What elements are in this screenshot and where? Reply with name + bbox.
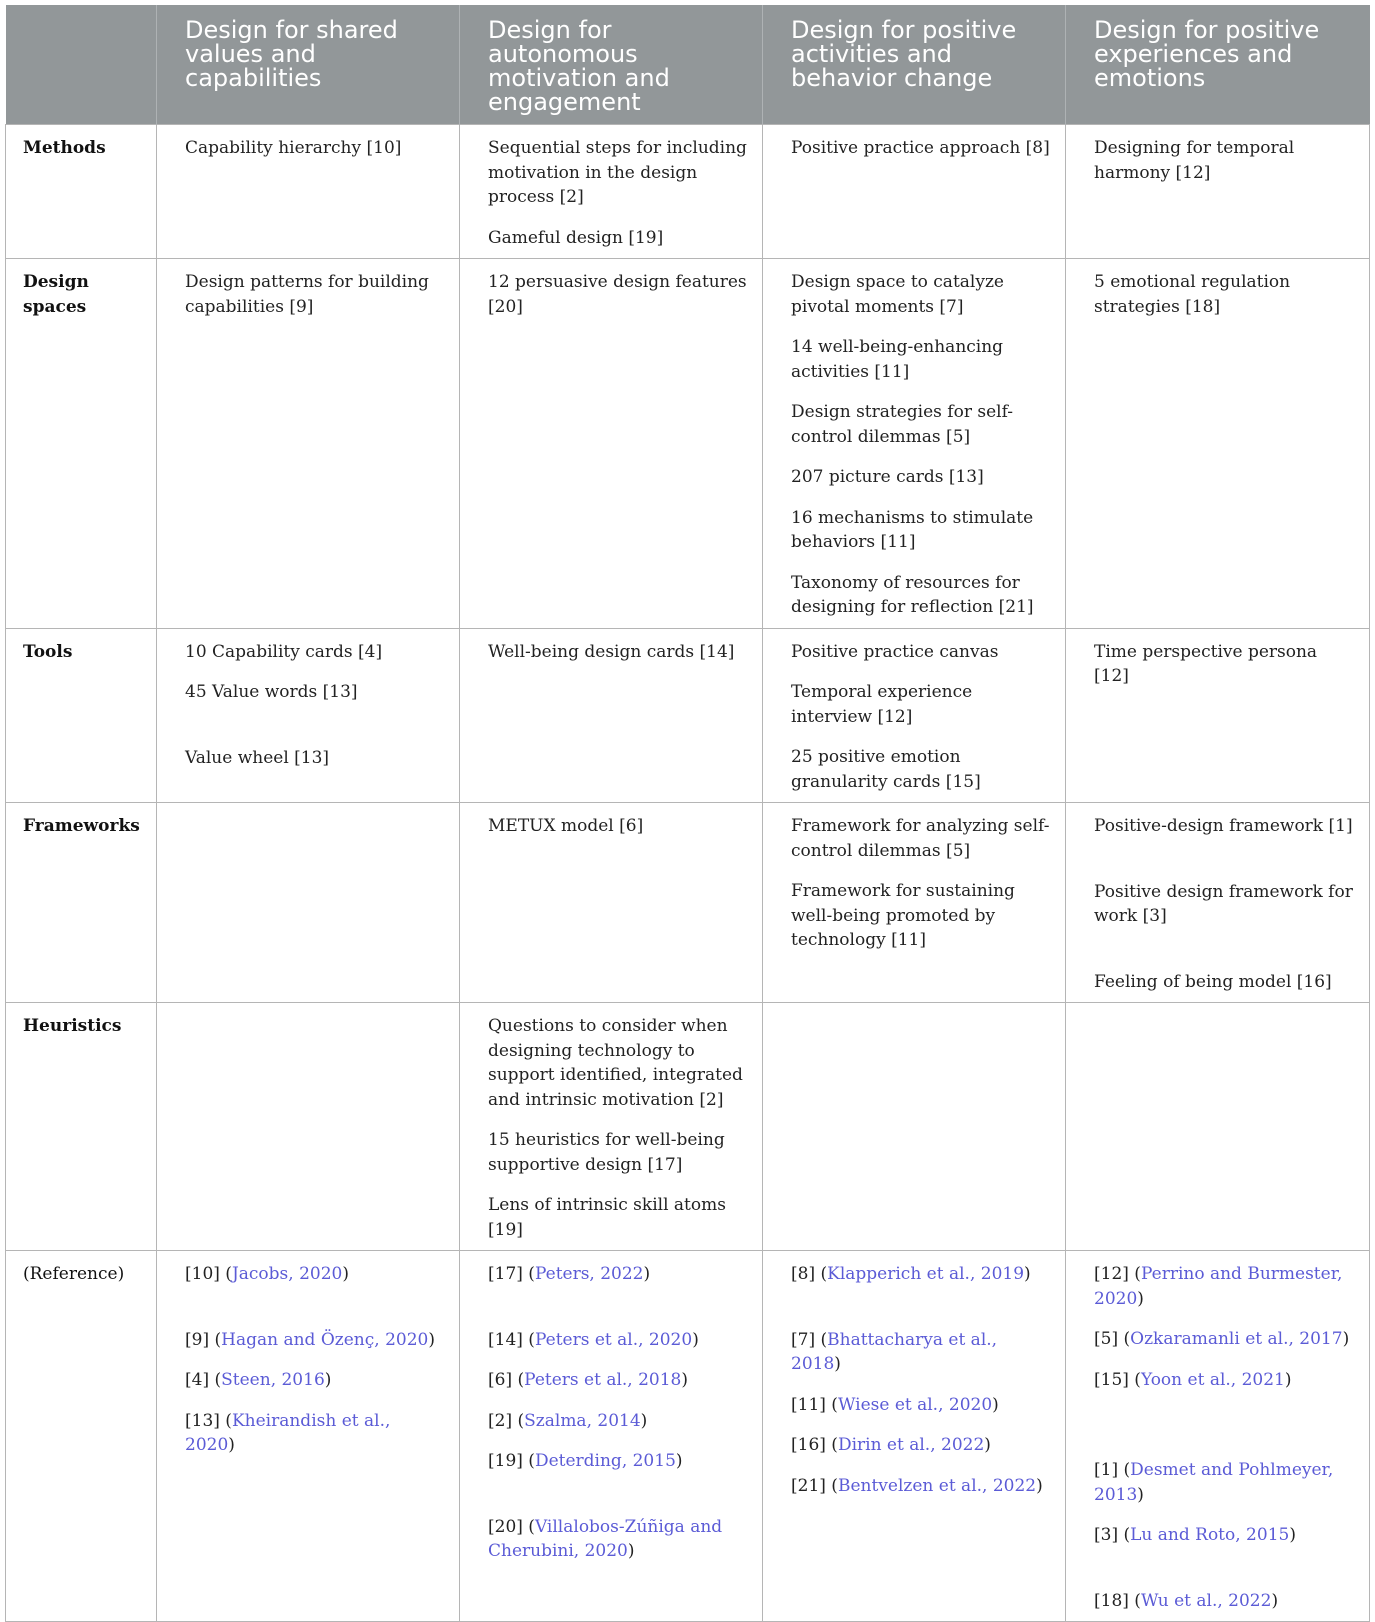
citation-link[interactable]: Steen, 2016: [221, 1370, 325, 1390]
citation-link[interactable]: Bhattacharya et al., 2018: [791, 1329, 998, 1374]
row-heuristics: [6, 1003, 1370, 1251]
row-frameworks: [6, 803, 1370, 1003]
row-tools: [6, 628, 1370, 803]
cell-item: Well-being design cards [14]: [488, 641, 735, 662]
header-corner: [6, 5, 157, 125]
header-row: [6, 5, 1370, 125]
cell-item: 25 positive emotion granularity cards [15]: [791, 747, 981, 792]
citation-link[interactable]: Deterding, 2015: [534, 1451, 676, 1471]
methods-autonomous-motivation: [460, 125, 763, 259]
cell-item: 207 picture cards [13]: [791, 467, 984, 487]
cell-item: Taxonomy of resources for designing for reflection [21]: [791, 572, 1034, 617]
reference-autonomous-motivation: [460, 1251, 763, 1622]
cell-item: 5 emotional regulation strategies [18]: [1094, 272, 1291, 317]
cell-item: Sequential steps for including motivation in the design process [2]: [488, 138, 747, 207]
ref-number: [10]: [185, 1264, 220, 1284]
ref-number: [12]: [1094, 1264, 1129, 1284]
ref-number: [4]: [185, 1370, 210, 1390]
citation-link[interactable]: Peters et al., 2020: [534, 1329, 693, 1350]
heuristics-autonomous-motivation: [460, 1003, 763, 1251]
reference-item: [10] (Jacobs, 2020): [185, 1264, 349, 1284]
citation-link[interactable]: Dirin et al., 2022: [837, 1435, 985, 1455]
ref-number: [14]: [488, 1329, 523, 1350]
ref-number: [21]: [791, 1475, 826, 1496]
ref-number: [11]: [791, 1394, 826, 1415]
ref-number: [18]: [1094, 1590, 1129, 1611]
reference-item: [12] (Perrino and Burmester, 2020): [1094, 1264, 1343, 1309]
citation-link[interactable]: Jacobs, 2020: [231, 1264, 343, 1284]
row-methods: [6, 125, 1370, 259]
heuristics-positive-activities: [763, 1003, 1066, 1251]
tools-positive-activities: [763, 628, 1066, 803]
ref-number: [20]: [488, 1516, 523, 1537]
cell-item: Design strategies for self-control dilemmas [5]: [791, 402, 1014, 447]
frameworks-shared-values: [157, 803, 460, 1003]
reference-item: [4] (Steen, 2016): [185, 1370, 332, 1390]
header-positive-activities: Design for positive activities and behavior change: [763, 5, 1066, 125]
methods-positive-activities: [763, 125, 1066, 259]
heuristics-positive-experiences: [1066, 1003, 1370, 1251]
cell-item: Gameful design [19]: [488, 227, 664, 248]
cell-item: METUX model [6]: [488, 816, 644, 836]
reference-item: [3] (Lu and Roto, 2015): [1094, 1525, 1296, 1545]
reference-item: [5] (Ozkaramanli et al., 2017): [1094, 1329, 1350, 1349]
cell-item: 45 Value words [13]: [185, 682, 358, 702]
citation-link[interactable]: Kheirandish et al., 2020: [185, 1410, 391, 1455]
reference-item: [16] (Dirin et al., 2022): [791, 1435, 991, 1455]
cell-item: Positive practice canvas: [791, 641, 999, 662]
ref-number: [3]: [1094, 1525, 1119, 1545]
reference-item: [18] (Wu et al., 2022): [1094, 1590, 1279, 1611]
reference-item: [21] (Bentvelzen et al., 2022): [791, 1475, 1043, 1496]
cell-item: Framework for analyzing self-control dilemmas [5]: [791, 816, 1050, 861]
cell-item: Time perspective persona [12]: [1094, 641, 1318, 686]
row-reference: [6, 1251, 1370, 1622]
ref-number: [5]: [1094, 1329, 1119, 1349]
cell-item: 15 heuristics for well-being supportive design [17]: [488, 1130, 725, 1175]
design-spaces-shared-values: [157, 259, 460, 629]
cell-item: 10 Capability cards [4]: [185, 641, 383, 662]
methods-positive-experiences: [1066, 125, 1370, 259]
citation-link[interactable]: Desmet and Pohlmeyer, 2013: [1094, 1460, 1334, 1505]
row-label-frameworks: Frameworks: [6, 803, 157, 1003]
reference-item: [11] (Wiese et al., 2020): [791, 1394, 999, 1415]
citation-link[interactable]: Peters et al., 2018: [524, 1370, 682, 1390]
row-label-design-spaces: Design spaces: [6, 259, 157, 629]
header-shared-values: Design for shared values and capabilities: [157, 5, 460, 125]
reference-positive-activities: [763, 1251, 1066, 1622]
tools-shared-values: [157, 628, 460, 803]
reference-item: [7] (Bhattacharya et al., 2018): [791, 1329, 998, 1374]
design-spaces-positive-activities: [763, 259, 1066, 629]
cell-item: 16 mechanisms to stimulate behaviors [11]: [791, 507, 1034, 552]
cell-item: Lens of intrinsic skill atoms [19]: [488, 1195, 726, 1240]
cell-item: Positive practice approach [8]: [791, 138, 1050, 158]
reference-shared-values: [157, 1251, 460, 1622]
cell-item: 12 persuasive design features [20]: [488, 272, 747, 317]
cell-item: 14 well-being-enhancing activities [11]: [791, 337, 1004, 382]
header-positive-experiences: Design for positive experiences and emotions: [1066, 5, 1370, 125]
design-spaces-positive-experiences: [1066, 259, 1370, 629]
frameworks-positive-activities: [763, 803, 1066, 1003]
citation-link[interactable]: Ozkaramanli et al., 2017: [1130, 1329, 1343, 1349]
row-label-methods: Methods: [6, 125, 157, 259]
ref-number: [2]: [488, 1410, 513, 1431]
reference-item: [1] (Desmet and Pohlmeyer, 2013): [1094, 1460, 1334, 1505]
ref-number: [1]: [1094, 1460, 1119, 1480]
row-design-spaces: [6, 259, 1370, 629]
ref-number: [9]: [185, 1329, 210, 1350]
citation-link[interactable]: Hagan and Özenç, 2020: [221, 1329, 429, 1350]
reference-item: [15] (Yoon et al., 2021): [1094, 1369, 1292, 1390]
reference-positive-experiences: [1066, 1251, 1370, 1622]
cell-item: Temporal experience interview [12]: [791, 682, 973, 727]
citation-link[interactable]: Szalma, 2014: [524, 1410, 641, 1431]
ref-number: [16]: [791, 1435, 826, 1455]
cell-item: Value wheel [13]: [185, 747, 330, 768]
ref-number: [19]: [488, 1451, 523, 1471]
citation-link[interactable]: Peters, 2022: [534, 1264, 644, 1284]
reference-item: [17] (Peters, 2022): [488, 1264, 651, 1284]
cell-item: Feeling of being model [16]: [1094, 971, 1332, 992]
reference-item: [20] (Villalobos-Zúñiga and Cherubini, 2020): [488, 1516, 723, 1561]
citation-link[interactable]: Perrino and Burmester, 2020: [1094, 1264, 1343, 1309]
row-label-reference: (Reference): [6, 1251, 157, 1622]
cell-item: Framework for sustaining well-being promoted by technology [11]: [791, 881, 1015, 950]
cell-item: Positive-design framework [1]: [1094, 816, 1353, 836]
methods-shared-values: [157, 125, 460, 259]
cell-item: Design patterns for building capabilities [9]: [185, 272, 429, 317]
row-label-heuristics: Heuristics: [6, 1003, 157, 1251]
citation-link[interactable]: Villalobos-Zúñiga and Cherubini, 2020: [488, 1516, 723, 1561]
reference-item: [14] (Peters et al., 2020): [488, 1329, 699, 1350]
reference-item: [2] (Szalma, 2014): [488, 1410, 648, 1431]
ref-number: [17]: [488, 1264, 523, 1284]
cell-item: Capability hierarchy [10]: [185, 138, 402, 158]
design-spaces-autonomous-motivation: [460, 259, 763, 629]
citation-link[interactable]: Wiese et al., 2020: [837, 1394, 993, 1415]
frameworks-autonomous-motivation: [460, 803, 763, 1003]
ref-number: [6]: [488, 1370, 513, 1390]
heuristics-shared-values: [157, 1003, 460, 1251]
citation-link[interactable]: Lu and Roto, 2015: [1130, 1525, 1290, 1545]
tools-autonomous-motivation: [460, 628, 763, 803]
reference-item: [8] (Klapperich et al., 2019): [791, 1264, 1031, 1284]
reference-item: [19] (Deterding, 2015): [488, 1451, 683, 1471]
cell-item: Designing for temporal harmony [12]: [1094, 138, 1295, 183]
cell-item: Positive design framework for work [3]: [1094, 881, 1353, 926]
ref-number: [7]: [791, 1329, 816, 1350]
cell-item: Questions to consider when designing technology to support identified, integrated and intrinsic motivation [2]: [488, 1016, 743, 1110]
citation-link[interactable]: Yoon et al., 2021: [1140, 1369, 1285, 1390]
citation-link[interactable]: Bentvelzen et al., 2022: [837, 1475, 1037, 1496]
ref-number: [13]: [185, 1410, 220, 1431]
reference-item: [13] (Kheirandish et al., 2020): [185, 1410, 391, 1455]
reference-item: [6] (Peters et al., 2018): [488, 1370, 689, 1390]
ref-number: [15]: [1094, 1369, 1129, 1390]
design-methods-table: [5, 5, 1370, 1622]
frameworks-positive-experiences: [1066, 803, 1370, 1003]
citation-link[interactable]: Wu et al., 2022: [1140, 1590, 1272, 1611]
ref-number: [8]: [791, 1264, 816, 1284]
header-autonomous-motivation: Design for autonomous motivation and engagement: [460, 5, 763, 125]
citation-link[interactable]: Klapperich et al., 2019: [827, 1264, 1025, 1284]
row-label-tools: Tools: [6, 628, 157, 803]
tools-positive-experiences: [1066, 628, 1370, 803]
reference-item: [9] (Hagan and Özenç, 2020): [185, 1329, 435, 1350]
cell-item: Design space to catalyze pivotal moments [7]: [791, 272, 1004, 317]
